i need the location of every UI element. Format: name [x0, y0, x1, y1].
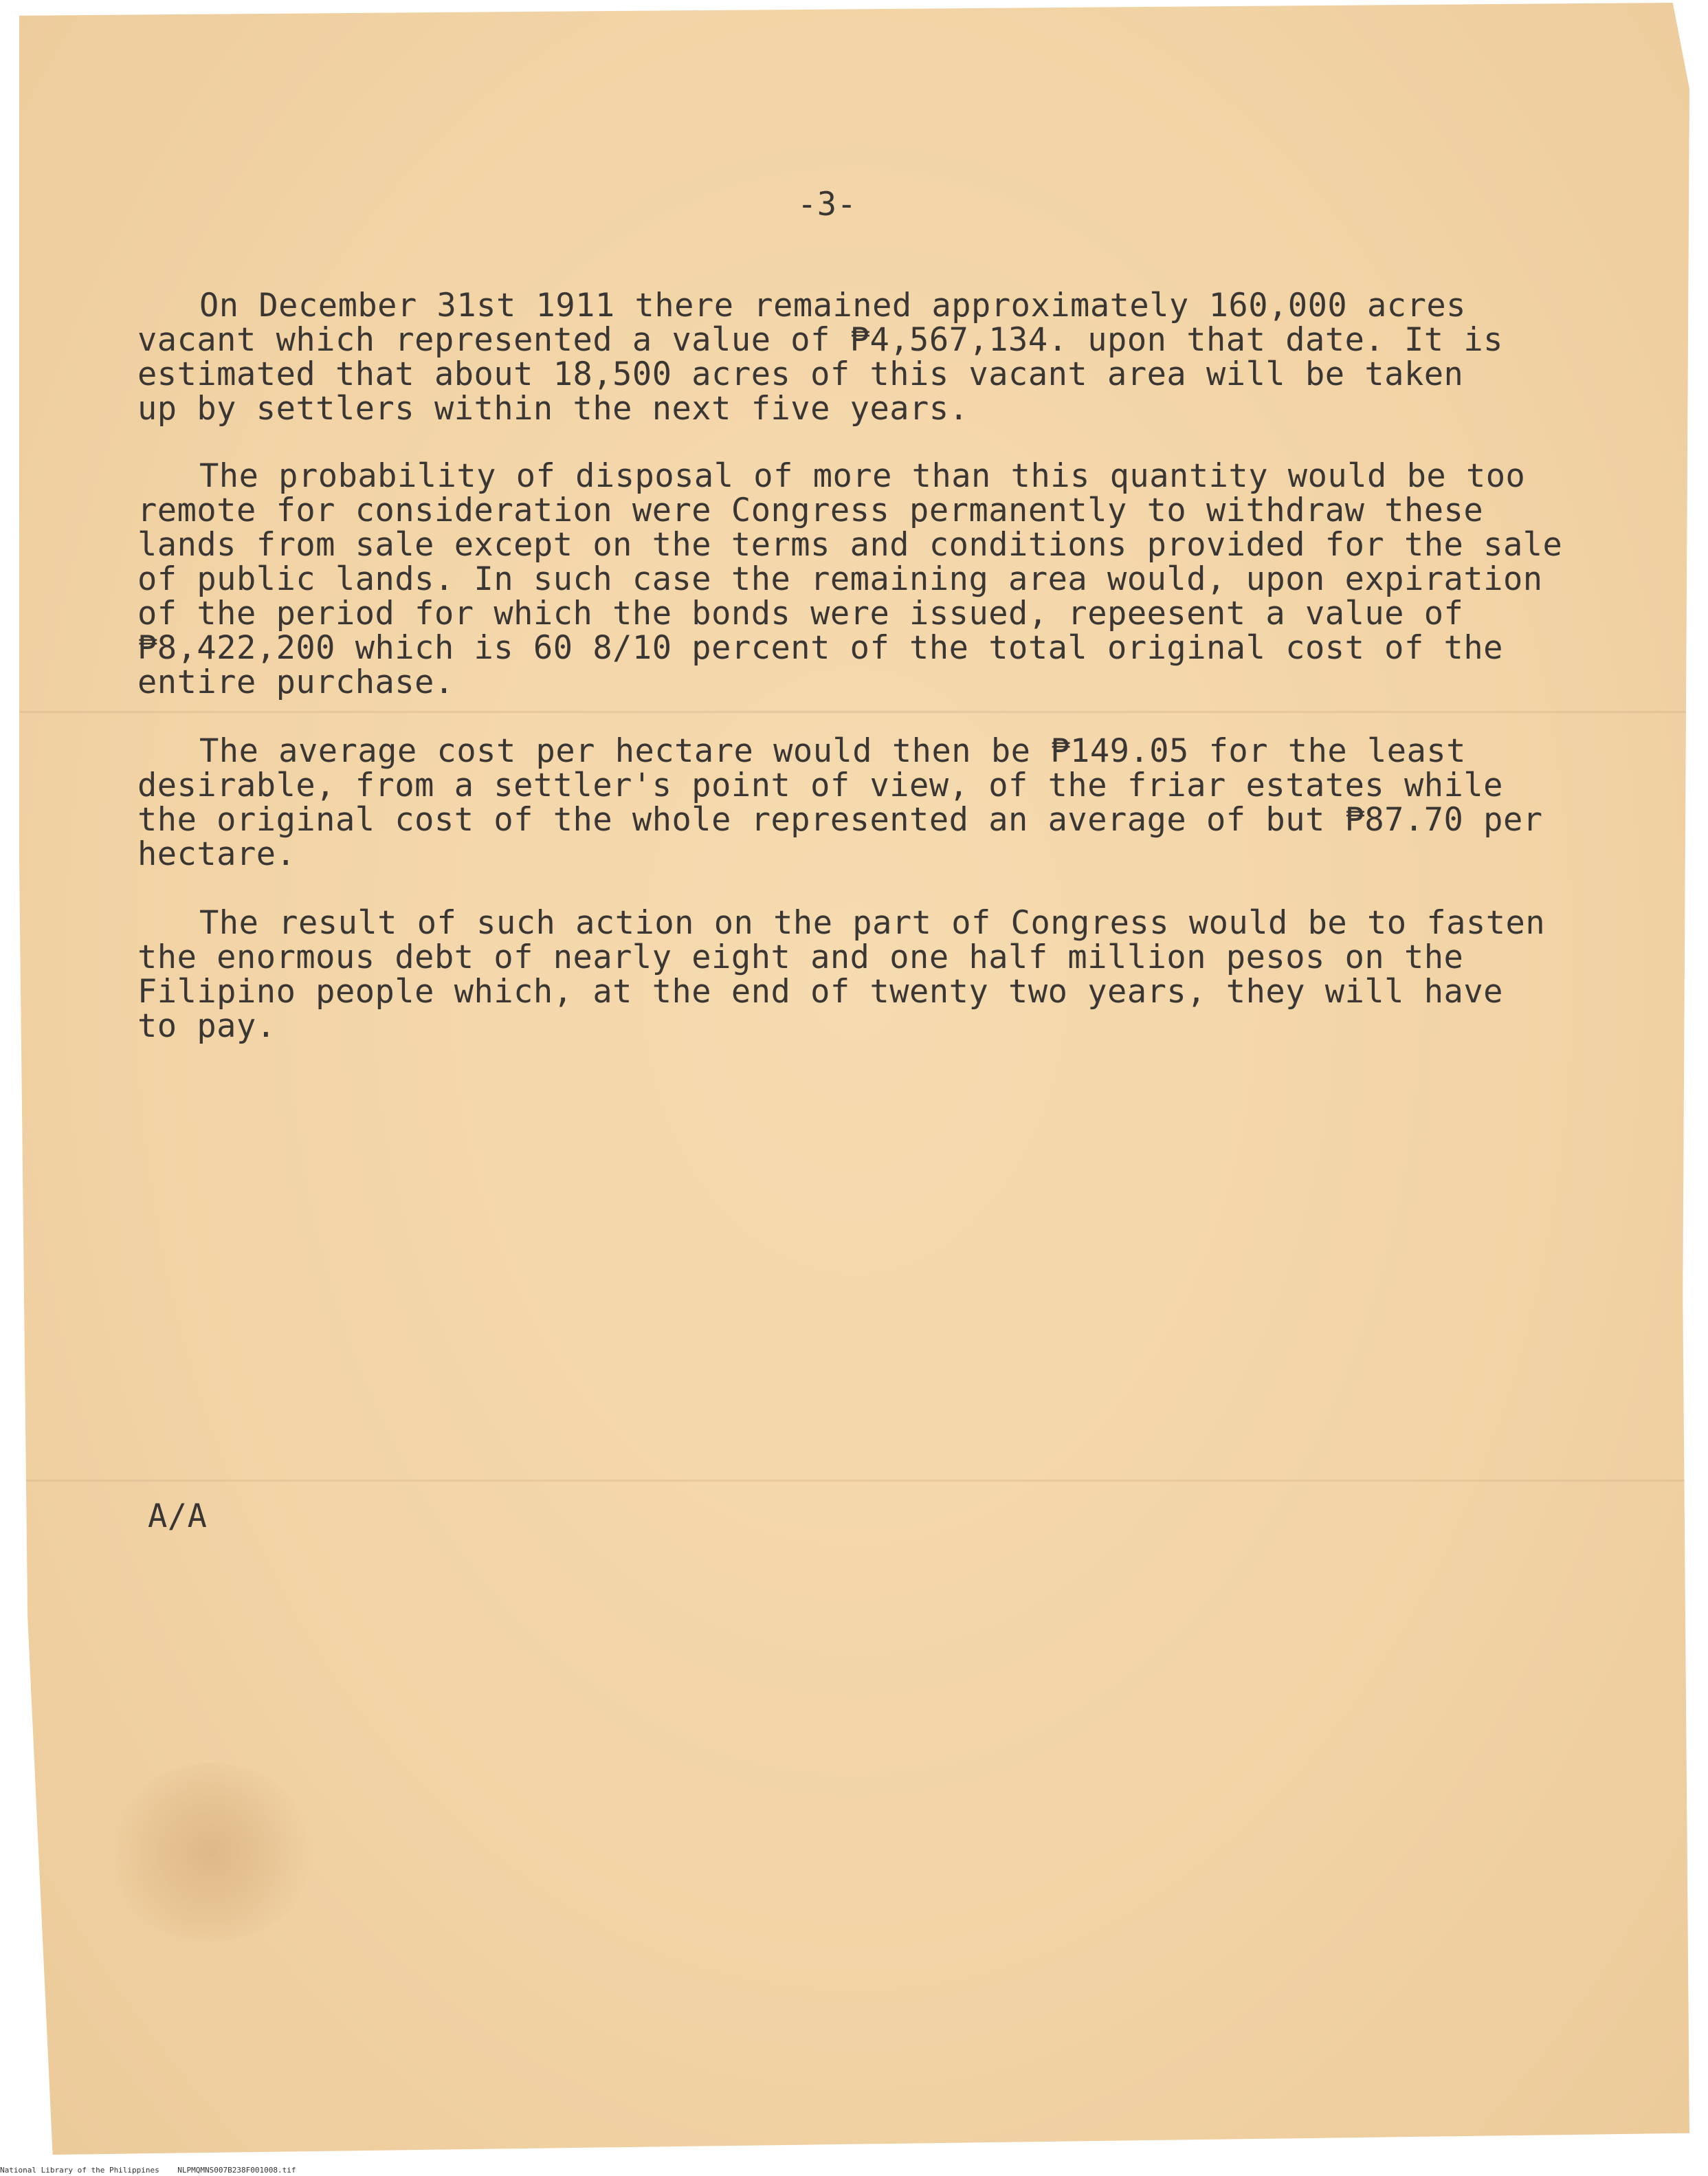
footer-file-id: NLPMQMNS007B238F001008.tif	[177, 2166, 296, 2175]
text-line: The probability of disposal of more than this quantity would be too	[199, 457, 1526, 495]
text-line: the enormous debt of nearly eight and one half million pesos on the	[137, 938, 1464, 976]
text-line: ₱8,422,200 which is 60 8/10 percent of the total original cost of the	[137, 629, 1503, 667]
scan-footer	[0, 2166, 296, 2175]
text-line: up by settlers within the next five years.	[137, 390, 969, 428]
text-line: lands from sale except on the terms and conditions provided for the sale	[137, 526, 1563, 564]
text-line: to pay.	[137, 1007, 276, 1045]
fold-line	[19, 1480, 1689, 1482]
typist-initials: A/A	[148, 1497, 208, 1535]
paragraph-3	[137, 734, 1622, 872]
text-line: entire purchase.	[137, 663, 454, 701]
page-number: -3-	[797, 186, 857, 223]
paragraph-2	[137, 459, 1622, 700]
text-line: estimated that about 18,500 acres of this vacant area will be taken	[137, 355, 1464, 393]
text-line: of the period for which the bonds were issued, repeesent a value of	[137, 595, 1464, 633]
text-line: The result of such action on the part of Congress would be to fasten	[199, 904, 1546, 942]
paragraph-4	[137, 906, 1622, 1044]
text-line: remote for consideration were Congress permanently to withdraw these	[137, 492, 1484, 529]
fold-line	[19, 711, 1689, 713]
text-line: On December 31st 1911 there remained approximately 160,000 acres	[199, 287, 1466, 325]
text-line: of public lands. In such case the remaining area would, upon expiration	[137, 560, 1543, 598]
text-line: Filipino people which, at the end of twenty two years, they will have	[137, 973, 1503, 1011]
text-line: desirable, from a settler's point of view, of the friar estates while	[137, 767, 1503, 804]
paragraph-1	[137, 289, 1622, 426]
text-line: vacant which represented a value of ₱4,567,134. upon that date. It is	[137, 321, 1503, 359]
footer-library: National Library of the Philippines	[0, 2166, 159, 2175]
text-line: The average cost per hectare would then be ₱149.05 for the least	[199, 732, 1466, 770]
water-stain	[109, 1763, 315, 1942]
text-line: hectare.	[137, 835, 296, 873]
text-line: the original cost of the whole represented an average of but ₱87.70 per	[137, 801, 1543, 839]
